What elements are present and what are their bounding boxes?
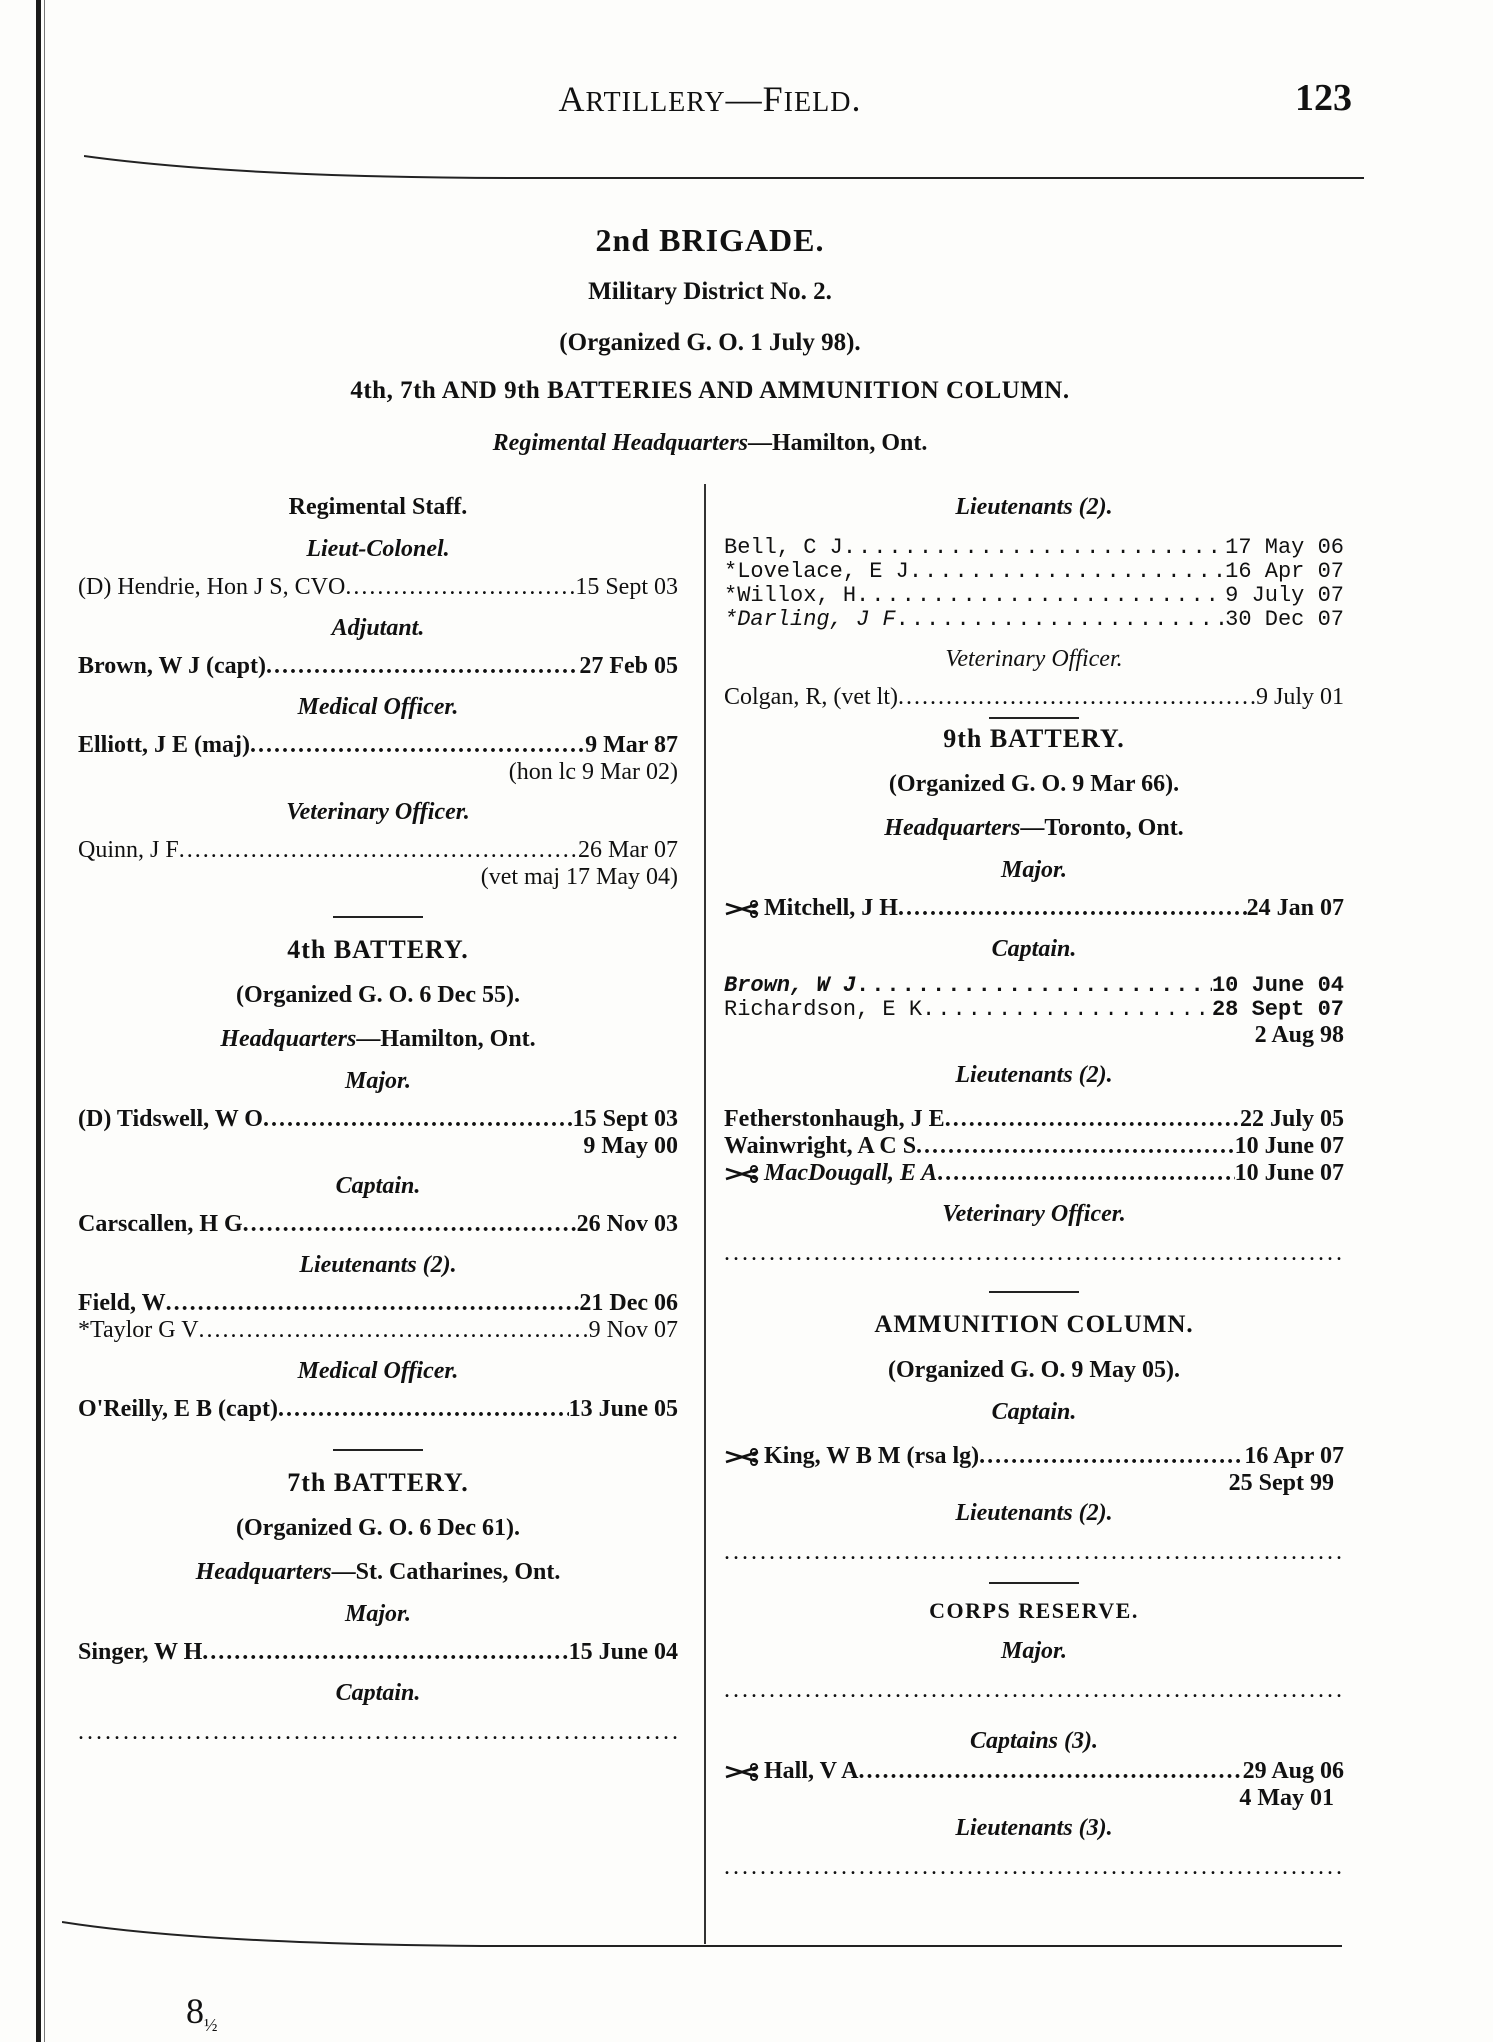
roster-entry: King, W B M (rsa lg) ..... 16 Apr 07 xyxy=(724,1443,1344,1470)
roster-entry: (D) Tidswell, W O ..... 15 Sept 03 xyxy=(78,1106,678,1133)
scissors-icon xyxy=(724,1758,764,1785)
roster-entry: O'Reilly, E B (capt) ..... 13 June 05 xyxy=(78,1396,678,1423)
roster-entry: Elliott, J E (maj) ..... 9 Mar 87 xyxy=(78,732,678,759)
section-separator xyxy=(333,916,423,918)
section-separator xyxy=(333,1449,423,1451)
roster-entry: Wainwright, A C S ..... 10 June 07 xyxy=(724,1133,1344,1160)
scissors-icon xyxy=(724,895,764,922)
top-rule xyxy=(84,150,1364,190)
battery-title: 9th BATTERY. xyxy=(943,724,1125,753)
battery-title: 4th BATTERY. xyxy=(287,935,469,964)
running-head: ARTILLERY—FIELD. xyxy=(558,79,862,119)
roster-entry: *Lovelace, E J ..... 16 Apr 07 xyxy=(724,560,1344,584)
roster-entry: Richardson, E K ..... 28 Sept 07 xyxy=(724,998,1344,1022)
entry-continuation: (hon lc 9 Mar 02) xyxy=(508,759,678,785)
rank-heading: Captain. xyxy=(991,936,1077,962)
rank-heading: Lieutenants (2). xyxy=(955,1062,1113,1088)
vacancy-line xyxy=(724,1855,1344,1879)
roster-entry: Carscallen, H G ..... 26 Nov 03 xyxy=(78,1211,678,1238)
scissors-icon xyxy=(724,1160,764,1187)
rank-heading: Major. xyxy=(344,1601,412,1627)
rank-heading: Medical Officer. xyxy=(297,694,459,720)
rank-heading: Lieutenants (2). xyxy=(299,1252,457,1278)
entry-continuation: 9 May 00 xyxy=(583,1133,678,1159)
rank-heading: Captains (3). xyxy=(969,1728,1098,1754)
battery-hq: Headquarters—St. Catharines, Ont. xyxy=(195,1559,561,1585)
left-column xyxy=(78,480,678,1744)
entry-continuation: (vet maj 17 May 04) xyxy=(480,864,678,890)
rank-heading: Adjutant. xyxy=(331,615,425,641)
right-column xyxy=(724,480,1344,1879)
entry-continuation: 4 May 01 xyxy=(1239,1785,1334,1811)
battery-organized: (Organized G. O. 6 Dec 55). xyxy=(236,982,520,1008)
battery-hq: Headquarters—Toronto, Ont. xyxy=(884,815,1184,841)
roster-entry: Mitchell, J H ..... 24 Jan 07 xyxy=(724,895,1344,922)
rank-heading: Captain. xyxy=(991,1399,1077,1425)
battery-title: AMMUNITION COLUMN. xyxy=(874,1311,1194,1338)
rank-heading: Major. xyxy=(1000,857,1068,883)
roster-entry: Bell, C J ..... 17 May 06 xyxy=(724,536,1344,560)
corps-reserve-title: CORPS RESERVE. xyxy=(929,1598,1139,1623)
roster-entry: Quinn, J F ..... 26 Mar 07 xyxy=(78,837,678,864)
section-title: Regimental Staff. xyxy=(288,494,468,520)
entry-continuation: 25 Sept 99 xyxy=(1228,1470,1334,1496)
vacancy-line xyxy=(724,1678,1344,1702)
rank-heading: Lieutenants (3). xyxy=(955,1815,1113,1841)
bottom-rule xyxy=(62,1910,1342,1950)
page-number: 123 xyxy=(1295,77,1352,119)
battery-title: 7th BATTERY. xyxy=(287,1468,469,1497)
roster-entry: Brown, W J ..... 10 June 04 xyxy=(724,974,1344,998)
column-divider xyxy=(704,484,706,1944)
roster-entry: Fetherstonhaugh, J E ..... 22 July 05 xyxy=(724,1106,1344,1133)
military-district: Military District No. 2. xyxy=(588,278,832,305)
battery-organized: (Organized G. O. 9 Mar 66). xyxy=(888,771,1180,797)
rank-heading: Lieutenants (2). xyxy=(955,494,1113,520)
scissors-icon xyxy=(724,1443,764,1470)
vacancy-line xyxy=(724,1540,1344,1564)
entry-continuation: 2 Aug 98 xyxy=(1254,1022,1344,1048)
section-separator xyxy=(989,1582,1079,1584)
roster-entry: Colgan, R, (vet lt) ..... 9 July 01 xyxy=(724,684,1344,711)
rank-heading: Captain. xyxy=(335,1173,421,1199)
brigade-organized: (Organized G. O. 1 July 98). xyxy=(559,329,861,356)
rank-heading: Lieut-Colonel. xyxy=(306,536,450,562)
roster-entry: Singer, W H ..... 15 June 04 xyxy=(78,1639,678,1666)
rank-heading: Veterinary Officer. xyxy=(286,799,470,825)
rank-heading: Veterinary Officer. xyxy=(942,1201,1126,1227)
roster-entry: Hall, V A ..... 29 Aug 06 xyxy=(724,1758,1344,1785)
roster-entry: *Willox, H ..... 9 July 07 xyxy=(724,584,1344,608)
brigade-title: 2nd BRIGADE. xyxy=(595,222,825,258)
page-binding-shadow xyxy=(44,0,45,2042)
battery-hq: Headquarters—Hamilton, Ont. xyxy=(220,1026,536,1052)
roster-entry: *Taylor G V ..... 9 Nov 07 xyxy=(78,1317,678,1344)
regimental-hq: Regimental Headquarters—Hamilton, Ont. xyxy=(492,430,928,456)
signature-mark: $8_{\frac{1}{2}}$ xyxy=(186,1991,218,2036)
roster-entry: Brown, W J (capt) ..... 27 Feb 05 xyxy=(78,653,678,680)
rank-heading: Lieutenants (2). xyxy=(955,1500,1113,1526)
brigade-batteries: 4th, 7th AND 9th BATTERIES AND AMMUNITION COLUMN. xyxy=(350,377,1070,404)
page-binding-edge xyxy=(36,0,41,2042)
rank-heading: Medical Officer. xyxy=(297,1358,459,1384)
battery-organized: (Organized G. O. 9 May 05). xyxy=(888,1357,1180,1383)
roster-entry: Field, W ..... 21 Dec 06 xyxy=(78,1290,678,1317)
vacancy-line xyxy=(78,1720,678,1744)
roster-entry: (D) Hendrie, Hon J S, CVO ..... 15 Sept 03 xyxy=(78,574,678,601)
roster-entry: *Darling, J F ..... 30 Dec 07 xyxy=(724,608,1344,632)
rank-heading: Major. xyxy=(1000,1638,1068,1664)
rank-heading: Captain. xyxy=(335,1680,421,1706)
rank-heading: Major. xyxy=(344,1068,412,1094)
rank-heading: Veterinary Officer. xyxy=(945,646,1123,672)
roster-entry: MacDougall, E A ..... 10 June 07 xyxy=(724,1160,1344,1187)
vacancy-line xyxy=(724,1241,1344,1265)
section-separator xyxy=(989,717,1079,719)
section-separator xyxy=(989,1291,1079,1293)
battery-organized: (Organized G. O. 6 Dec 61). xyxy=(236,1515,520,1541)
